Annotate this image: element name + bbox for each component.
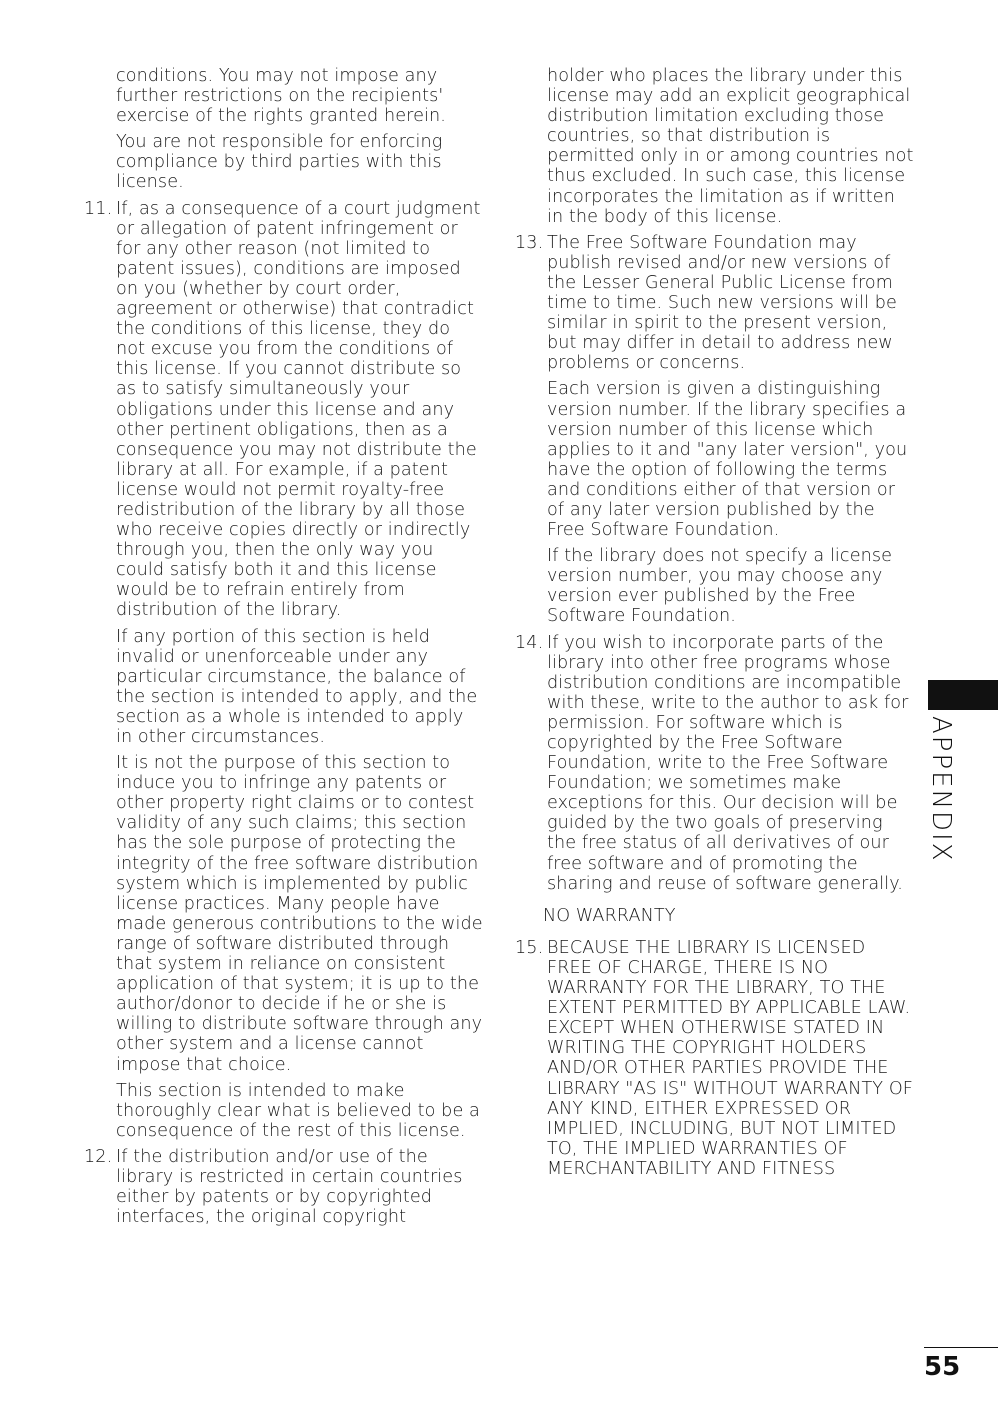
- item10-continued-paragraph-2: You are not responsible for enforcing compliance by third parties with this license.: [116, 132, 443, 193]
- item12-continued-paragraph: holder who places the library under this license may add an explicit geographical distribution limitation excluding those countries, so that distribution is permitted only in or among countries not thus excluded. In such case, this license incorporates the limitation as if written in the body of this license.: [547, 66, 914, 227]
- appendix-section-label: APPENDIX: [926, 716, 956, 863]
- item11-paragraph-1: If, as a consequence of a court judgment or allegation of patent infringement or for any other reason (not limited to patent issues), conditions are imposed on you (whether by court order, agreement or otherwise) that contradict the conditions of this license, they do not excuse you from the conditions of this license. If you cannot distribute so as to satisfy simultaneously your obligations under this license and any other pertinent obligations, then as a consequence you may not distribute the library at all. For example, if a patent license would not permit royalty-free redistribution of the library by all those who receive copies directly or indirectly through you, then the only way you could satisfy both it and this license would be to refrain entirely from distribution of the library.: [116, 198, 481, 621]
- left-column: [84, 66, 484, 1233]
- item11-paragraph-4: This section is intended to make thoroughly clear what is believed to be a consequence of the rest of this license.: [116, 1080, 480, 1141]
- item-number: 14.: [515, 632, 544, 653]
- no-warranty-heading: NO WARRANTY: [543, 905, 676, 926]
- license-item-12: [84, 1147, 484, 1227]
- item10-continued-paragraph-1: conditions. You may not impose any further restrictions on the recipients' exercise of the rights granted herein.: [116, 66, 446, 127]
- item12-paragraph-1: If the distribution and/or use of the library is restricted in certain countries either by patents or by copyrighted interfaces, the original copyright: [116, 1146, 463, 1228]
- item11-paragraph-2: If any portion of this section is held invalid or unenforceable under any particular circumstance, the balance of the section is intended to apply, and the section as a whole is intended to apply in other circumstances.: [116, 626, 478, 747]
- item15-paragraph-1: BECAUSE THE LIBRARY IS LICENSED FREE OF CHARGE, THERE IS NO WARRANTY FOR THE LIBRARY, TO THE EXTENT PERMITTED BY APPLICABLE LAW. EXCEPT WHEN OTHERWISE STATED IN WRITING THE COPYRIGHT HOLDERS AND/OR OTHER PARTIES PROVIDE THE LIBRARY "AS IS" WITHOUT WARRANTY OF ANY KIND, EITHER EXPRESSED OR IMPLIED, INCLUDING, BUT NOT LIMITED TO, THE IMPLIED WARRANTIES OF MERCHANTABILITY AND FITNESS: [547, 937, 914, 1179]
- item13-paragraph-3: If the library does not specify a license version number, you may choose any version ever published by the Free Software Foundation.: [547, 546, 893, 627]
- item-number: 13.: [515, 232, 544, 253]
- page-number-rule: [924, 1347, 998, 1348]
- section-tab-marker: [928, 680, 998, 710]
- item13-paragraph-2: Each version is given a distinguishing version number. If the library specifies a version number of this license which applies to it and "any later version", you have the option of following the terms and conditions either of that version or of any later version published by the Free Software Foundation.: [547, 379, 908, 541]
- item13-paragraph-1: The Free Software Foundation may publish revised and/or new versions of the Lesser General Public License from time to time. Such new versions will be similar in spirit to the present version, but may differ in detail to address new problems or concerns.: [547, 232, 897, 374]
- license-item-13: [515, 233, 915, 627]
- license-item-14: [515, 633, 915, 894]
- item-number: 15.: [515, 937, 544, 958]
- license-item-15: [515, 938, 915, 1179]
- page-number: 55: [924, 1352, 961, 1382]
- item-number: 11.: [84, 198, 113, 219]
- license-item-11: [84, 199, 484, 1141]
- right-column: [515, 66, 915, 1185]
- item-number: 12.: [84, 1146, 113, 1167]
- item14-paragraph-1: If you wish to incorporate parts of the library into other free programs whose distribution conditions are incompatible with these, write to the author to ask for permission. For software which is copyrighted by the Free Software Foundation, write to the Free Software Foundation; we sometimes make exceptions for this. Our decision will be guided by the two goals of preserving the free status of all derivatives of our free software and of promoting the sharing and reuse of software generally.: [547, 632, 909, 894]
- item11-paragraph-3: It is not the purpose of this section to induce you to infringe any patents or other property right claims or to contest validity of any such claims; this section has the sole purpose of protecting the integrity of the free software distribution system which is implemented by public license practices. Many people have made generous contributions to the wide range of software distributed through that system in reliance on consistent application of that system; it is up to the author/donor to decide if he or she is willing to distribute software through any other system and a license cannot impose that choice.: [116, 753, 483, 1075]
